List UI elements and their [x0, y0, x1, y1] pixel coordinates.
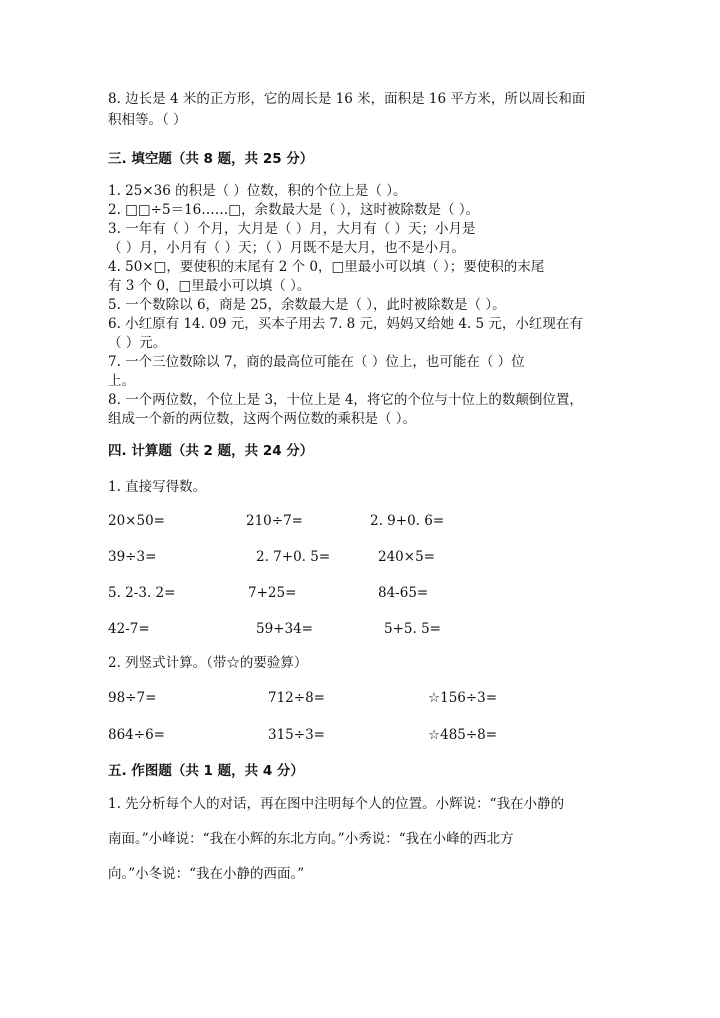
section-4-heading: 四. 计算题（共 2 题，共 24 分）	[108, 443, 314, 459]
calc-item: 42-7=	[108, 621, 150, 637]
calc-part-2-title: 2. 列竖式计算。（带☆的要验算）	[108, 655, 308, 671]
fill-line: 2. □□÷5＝16……□，余数最大是（ ），这时被除数是（ ）。	[108, 202, 480, 218]
calc-item: 5+5. 5=	[384, 621, 441, 637]
fill-line: 组成一个新的两位数，这两个两位数的乘积是（ ）。	[108, 411, 417, 427]
judge-question-8-line-1: 8. 边长是 4 米的正方形，它的周长是 16 米，面积是 16 平方米，所以周长和面	[108, 91, 586, 107]
calc-item: 864÷6=	[108, 727, 165, 743]
calc-item: 5. 2-3. 2=	[108, 585, 176, 601]
calc-item: ☆156÷3=	[428, 690, 498, 706]
calc-item: 315÷3=	[268, 727, 325, 743]
fill-line: 4. 50×□，要使积的末尾有 2 个 0，□里最小可以填（ ）；要使积的末尾	[108, 259, 545, 275]
calc-item: 98÷7=	[108, 690, 157, 706]
calc-item: ☆485÷8=	[428, 727, 498, 743]
fill-line: 3. 一年有（ ）个月，大月是（ ）月，大月有（ ）天；小月是	[108, 221, 476, 237]
fill-line: （ ）元。	[108, 335, 167, 351]
fill-line: 8. 一个两位数，个位上是 3，十位上是 4，将它的个位与十位上的数颠倒位置，	[108, 392, 583, 408]
section-3-heading: 三. 填空题（共 8 题，共 25 分）	[108, 151, 314, 167]
calc-item: 240×5=	[378, 549, 435, 565]
fill-line: （ ）月，小月有（ ）天；（ ）月既不是大月，也不是小月。	[108, 240, 466, 256]
calc-item: 39÷3=	[108, 549, 157, 565]
section-5-heading: 五. 作图题（共 1 题，共 4 分）	[108, 763, 304, 779]
drawing-question-line: 南面。”小峰说：“我在小辉的东北方向。”小秀说：“我在小峰的西北方	[108, 831, 514, 847]
drawing-question-line: 向。”小冬说：“我在小静的西面。”	[108, 866, 305, 882]
calc-item: 84-65=	[378, 585, 429, 601]
judge-question-8-line-2: 积相等。（ ）	[108, 112, 187, 128]
calc-item: 20×50=	[108, 513, 165, 529]
calc-item: 210÷7=	[246, 513, 303, 529]
calc-part-1-title: 1. 直接写得数。	[108, 479, 207, 495]
calc-item: 2. 9+0. 6=	[370, 513, 445, 529]
fill-line: 上。	[108, 373, 135, 389]
calc-item: 2. 7+0. 5=	[256, 549, 331, 565]
fill-line: 6. 小红原有 14. 09 元，买本子用去 7. 8 元，妈妈又给她 4. 5 元，小红现在有	[108, 316, 583, 332]
fill-line: 7. 一个三位数除以 7，商的最高位可能在（ ）位上，也可能在（ ）位	[108, 354, 525, 370]
fill-line: 5. 一个数除以 6，商是 25，余数最大是（ ），此时被除数是（ ）。	[108, 297, 506, 313]
drawing-question-line: 1. 先分析每个人的对话，再在图中注明每个人的位置。小辉说：“我在小静的	[108, 796, 565, 812]
fill-line: 1. 25×36 的积是（ ）位数，积的个位上是（ ）。	[108, 183, 407, 199]
calc-item: 7+25=	[248, 585, 297, 601]
fill-line: 有 3 个 0，□里最小可以填（ ）。	[108, 278, 311, 294]
calc-item: 59+34=	[256, 621, 313, 637]
calc-item: 712÷8=	[268, 690, 325, 706]
